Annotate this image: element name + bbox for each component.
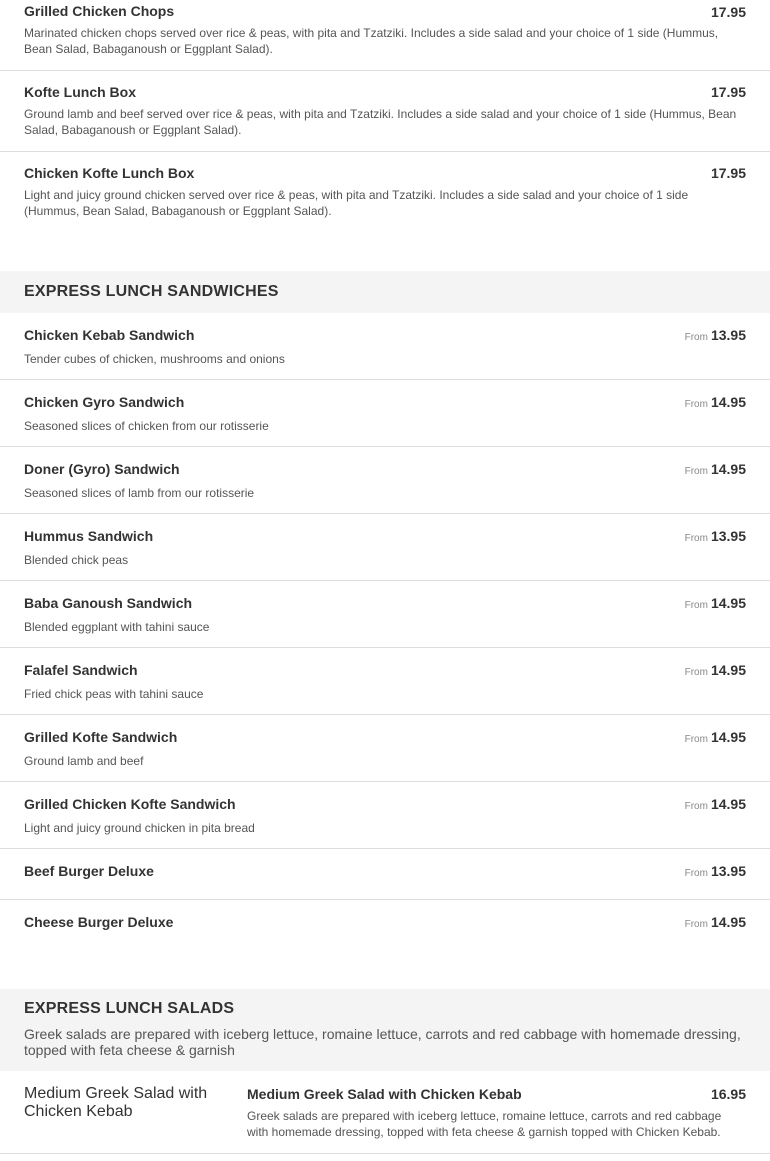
item-price: 16.95 (710, 1086, 746, 1102)
section-subtitle: Greek salads are prepared with iceberg lettuce, romaine lettuce, carrots and red cabbage with homemade dressing, topped with feta cheese & garnish (24, 1026, 741, 1058)
menu-item[interactable] (0, 849, 770, 900)
item-name: Kofte Lunch Box (24, 84, 136, 100)
item-name: Cheese Burger Deluxe (24, 914, 174, 930)
item-name: Grilled Chicken Chops (24, 3, 175, 19)
item-price: 14.95 (710, 461, 746, 477)
menu-item[interactable] (0, 900, 770, 951)
item-price: 13.95 (710, 528, 746, 544)
item-price-wrap (711, 1086, 746, 1104)
item-description: Greek salads are prepared with iceberg lettuce, romaine lettuce, carrots and red cabbage with homemade dressing, topped with feta cheese & garnish topped with Chicken Kebab. (247, 1109, 722, 1139)
item-price: 14.95 (710, 914, 746, 930)
item-name: Hummus Sandwich (24, 528, 154, 544)
menu-item[interactable] (0, 648, 770, 715)
item-price-wrap (711, 4, 746, 22)
item-price: 13.95 (710, 327, 746, 343)
from-label: From (684, 667, 708, 678)
menu-item[interactable] (0, 715, 770, 782)
item-price-wrap (685, 461, 746, 479)
from-label: From (684, 533, 708, 544)
from-label: From (684, 801, 708, 812)
item-name: Chicken Gyro Sandwich (24, 394, 185, 410)
item-name: Chicken Kebab Sandwich (24, 327, 195, 343)
menu-item[interactable] (0, 152, 770, 271)
from-label: From (684, 466, 708, 477)
menu-item[interactable] (0, 0, 770, 71)
item-price-wrap (685, 863, 746, 881)
from-label: From (684, 399, 708, 410)
from-label: From (684, 734, 708, 745)
item-price: 13.95 (710, 863, 746, 879)
item-price-wrap (685, 327, 746, 345)
item-price: 17.95 (710, 4, 746, 20)
item-name: Beef Burger Deluxe (24, 863, 154, 879)
item-name: Doner (Gyro) Sandwich (24, 461, 180, 477)
menu-item[interactable] (0, 71, 770, 152)
item-price-wrap (711, 165, 746, 183)
menu-item[interactable] (0, 514, 770, 581)
item-description: Seasoned slices of chicken from our rotisserie (24, 419, 269, 433)
item-price-wrap (685, 914, 746, 932)
item-price: 17.95 (710, 165, 746, 181)
menu-item[interactable] (0, 313, 770, 380)
item-price: 14.95 (710, 729, 746, 745)
item-description: Blended eggplant with tahini sauce (24, 620, 210, 634)
item-name: Grilled Chicken Kofte Sandwich (24, 796, 236, 812)
item-price: 14.95 (710, 595, 746, 611)
item-price-wrap (685, 528, 746, 546)
item-price-wrap (685, 729, 746, 747)
item-description: Marinated chicken chops served over rice & peas, with pita and Tzatziki. Includes a side salad and your choice of 1 side (Hummus, Bean Salad, Babaganoush or Eggplant Salad). (24, 26, 719, 56)
from-label: From (684, 919, 708, 930)
menu-item[interactable] (0, 782, 770, 849)
salad-image[interactable]: Medium Greek Salad with Chicken Kebab (24, 1085, 208, 1120)
from-label: From (684, 332, 708, 343)
item-description: Blended chick peas (24, 553, 129, 567)
item-description: Light and juicy ground chicken in pita bread (24, 821, 255, 835)
item-name: Grilled Kofte Sandwich (24, 729, 178, 745)
item-name: Chicken Kofte Lunch Box (24, 165, 195, 181)
item-price-wrap (685, 796, 746, 814)
menu-item[interactable] (0, 1071, 770, 1154)
item-description: Ground lamb and beef served over rice & peas, with pita and Tzatziki. Includes a side salad and your choice of 1 side (Hummus, Bean Salad, Babaganoush or Eggplant Salad). (24, 107, 737, 137)
item-name: Falafel Sandwich (24, 662, 138, 678)
item-description: Fried chick peas with tahini sauce (24, 687, 204, 701)
item-price-wrap (711, 84, 746, 102)
menu-item[interactable] (0, 581, 770, 648)
from-label: From (684, 868, 708, 879)
item-description: Light and juicy ground chicken served over rice & peas, with pita and Tzatziki. Includes a side salad and your choice of 1 side (Hummus, Bean Salad, Babaganoush or Eggplant Salad). (24, 188, 689, 218)
section-header (0, 989, 770, 1071)
menu-item[interactable] (0, 380, 770, 447)
item-description: Ground lamb and beef (24, 754, 144, 768)
item-name: Baba Ganoush Sandwich (24, 595, 193, 611)
sandwich-list (0, 313, 770, 951)
item-price: 14.95 (710, 394, 746, 410)
item-price: 14.95 (710, 662, 746, 678)
from-label: From (684, 600, 708, 611)
item-name: Medium Greek Salad with Chicken Kebab (247, 1086, 522, 1102)
item-price: 17.95 (710, 84, 746, 100)
menu-item[interactable] (0, 447, 770, 514)
item-price-wrap (685, 394, 746, 412)
section-header (0, 271, 770, 313)
item-description: Seasoned slices of lamb from our rotisserie (24, 486, 255, 500)
item-price-wrap (685, 595, 746, 613)
section-title: EXPRESS LUNCH SALADS (24, 1000, 235, 1017)
item-description: Tender cubes of chicken, mushrooms and onions (24, 352, 285, 366)
section-title: EXPRESS LUNCH SANDWICHES (24, 283, 279, 300)
item-price-wrap (685, 662, 746, 680)
item-price: 14.95 (710, 796, 746, 812)
